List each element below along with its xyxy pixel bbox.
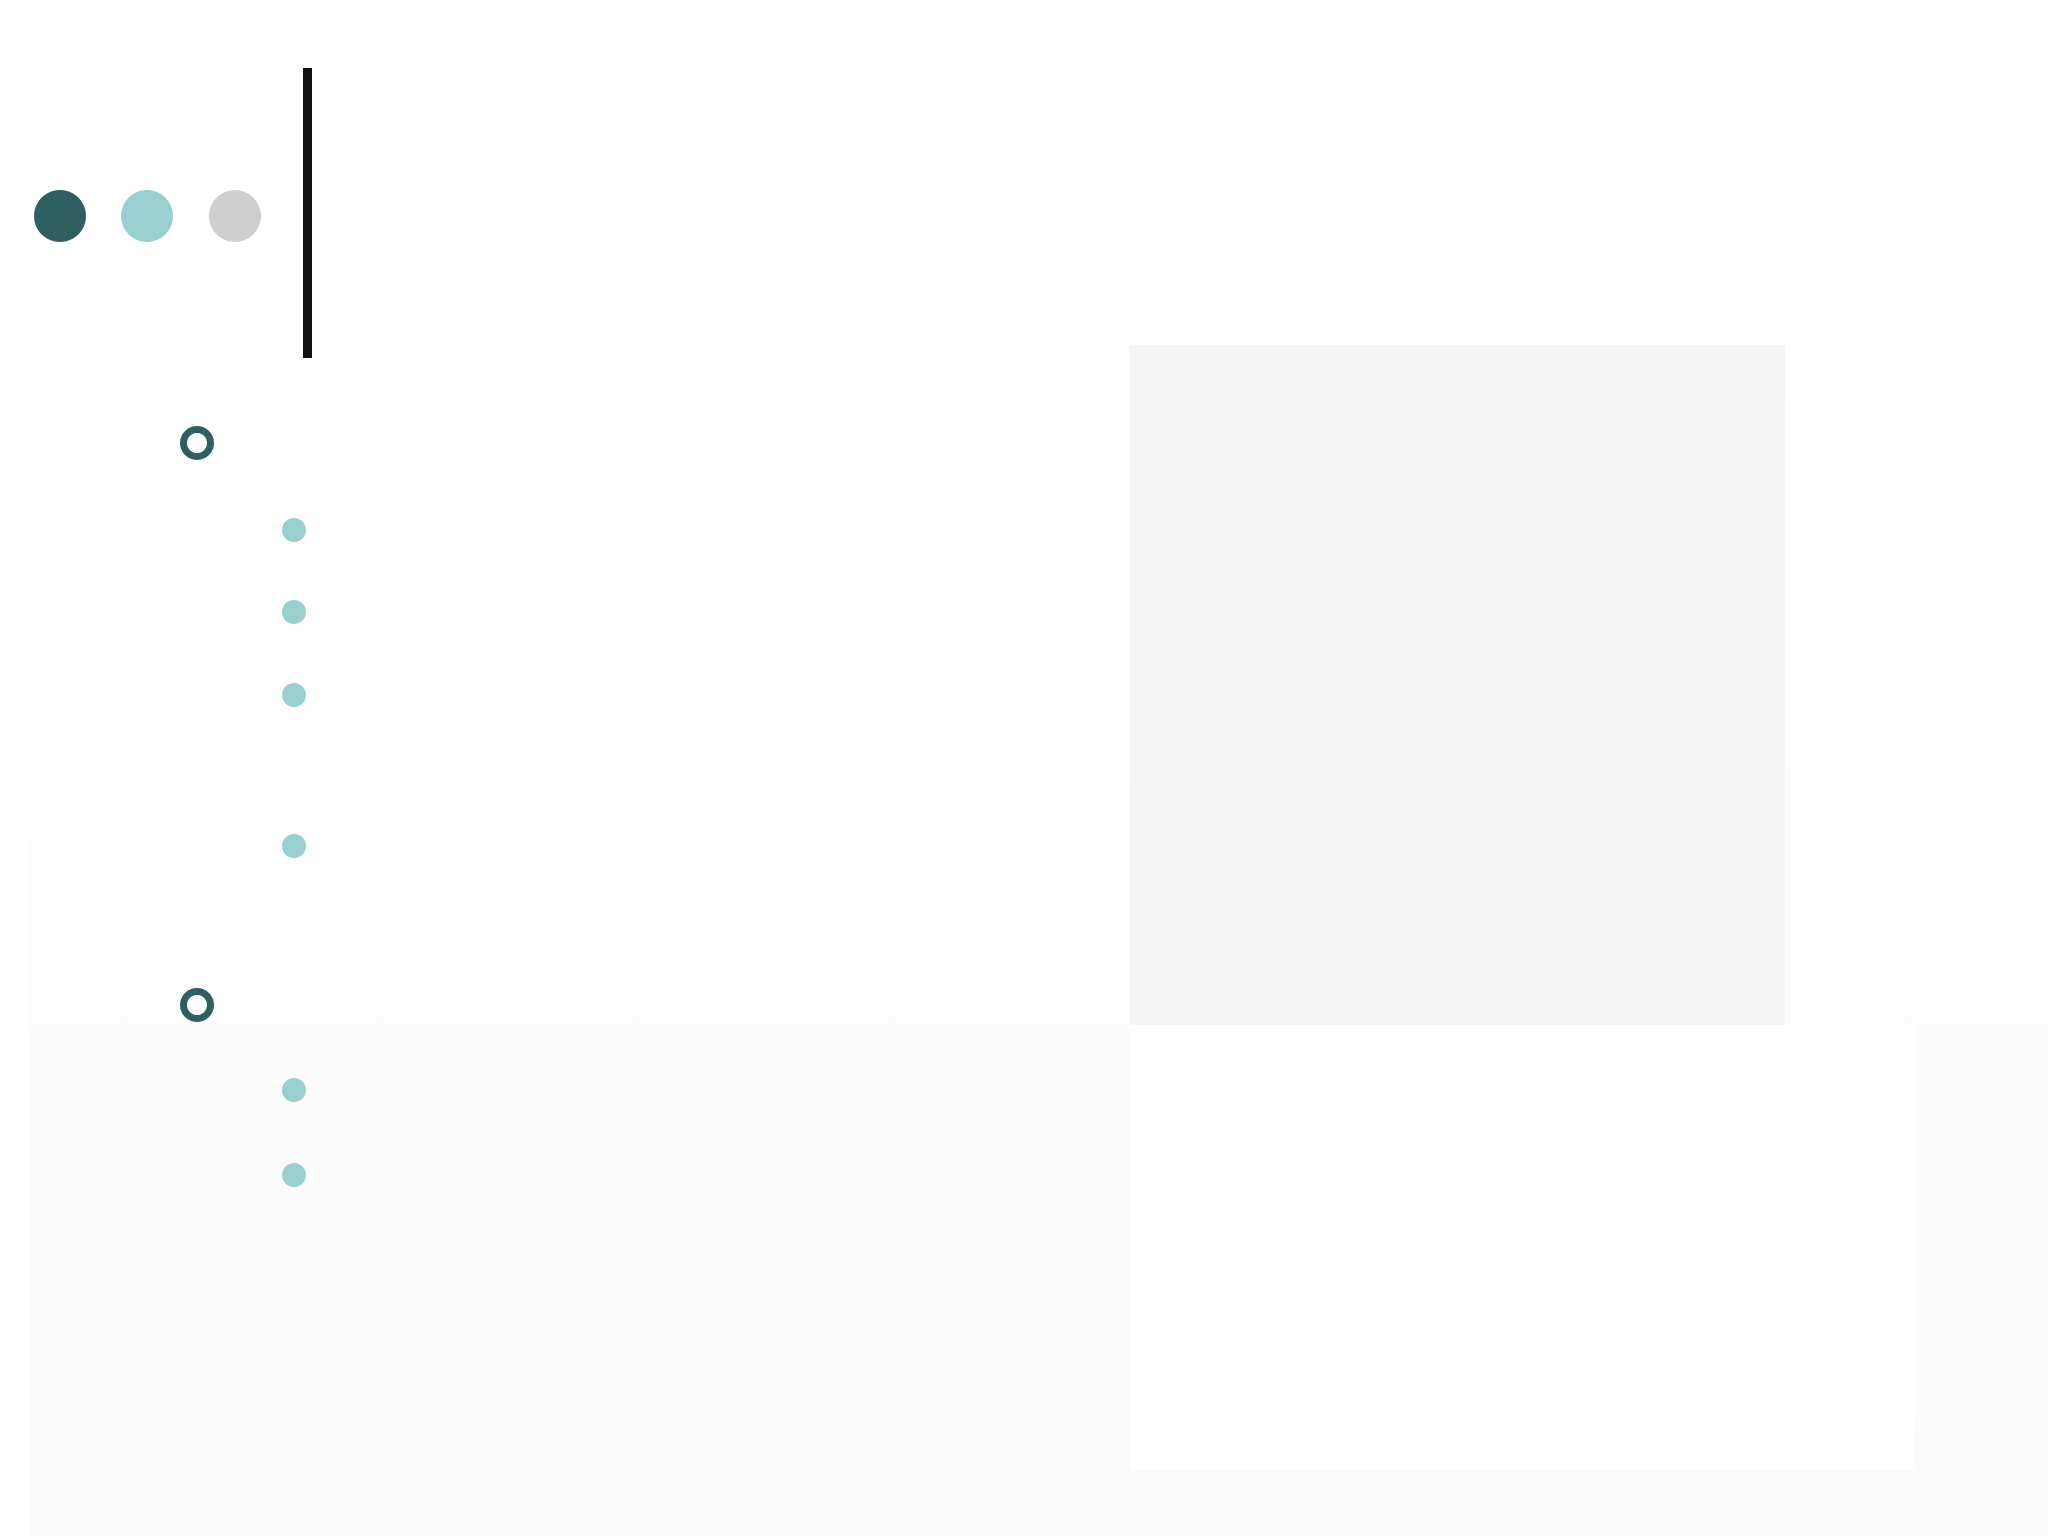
disc-bullet-icon <box>282 683 306 707</box>
karyotype-klinefelter-image <box>1130 345 1785 1025</box>
decorative-dot-gray <box>209 190 261 242</box>
title-divider <box>303 68 312 358</box>
karyotype-turner-image <box>1130 1025 1915 1470</box>
disc-bullet-icon <box>282 834 306 858</box>
decorative-dot-dark <box>34 190 86 242</box>
ring-bullet-icon <box>180 426 214 460</box>
disc-bullet-icon <box>282 600 306 624</box>
ring-bullet-icon <box>180 988 214 1022</box>
disc-bullet-icon <box>282 1163 306 1187</box>
karyotype-turner-svg <box>1130 1025 1915 1470</box>
karyotype-figure <box>1130 345 1915 1470</box>
disc-bullet-icon <box>282 1078 306 1102</box>
disc-bullet-icon <box>282 518 306 542</box>
decorative-dot-teal <box>121 190 173 242</box>
karyotype-klinefelter-svg <box>1130 345 1785 1025</box>
